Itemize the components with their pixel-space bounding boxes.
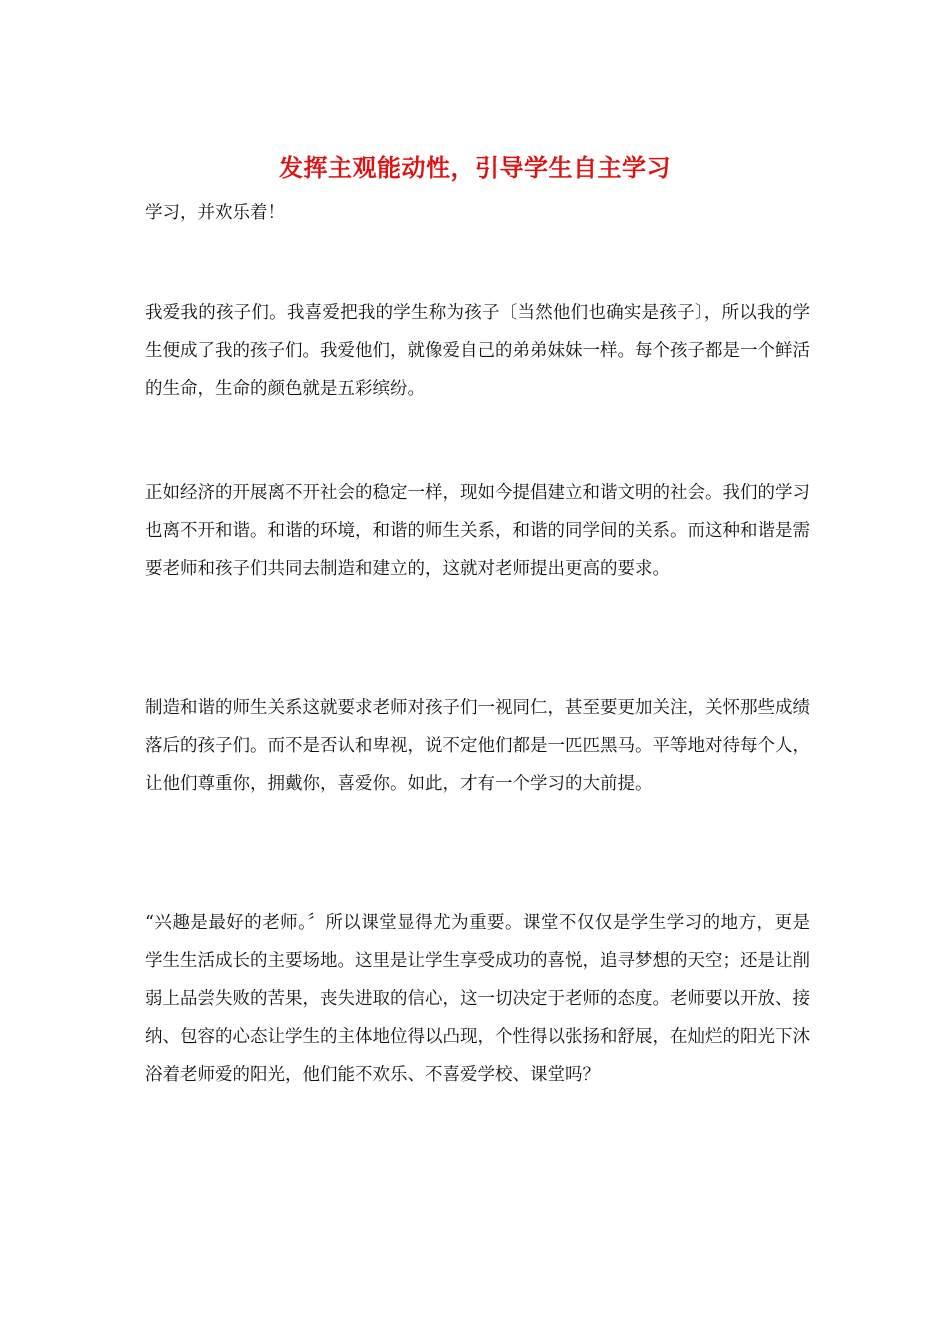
paragraph-2: 正如经济的开展离不开社会的稳定一样，现如今提倡建立和谐文明的社会。我们的学习也离不开和谐。和谐的环境，和谐的师生关系，和谐的同学间的关系。而这种和谐是需要老师和孩子们共同去制造和建立的，这就对老师提出更高的要求。	[145, 483, 810, 579]
paragraph-1: 我爱我的孩子们。我喜爱把我的学生称为孩子〔当然他们也确实是孩子〕，所以我的学生便成了我的孩子们。我爱他们，就像爱自己的弟弟妹妹一样。每个孩子都是一个鲜活的生命，生命的颜色就是五彩缤纷。	[145, 303, 810, 399]
paragraph-3: 制造和谐的师生关系这就要求老师对孩子们一视同仁，甚至要更加关注，关怀那些成绩落后的孩子们。而不是否认和卑视，说不定他们都是一匹匹黑马。平等地对待每个人，让他们尊重你，拥戴你，喜爱你。如此，才有一个学习的大前提。	[145, 698, 810, 794]
intro-line: 学习，并欢乐着！	[145, 203, 285, 223]
document-title: 发挥主观能动性，引导学生自主学习	[279, 154, 671, 182]
paragraph-4: “兴趣是最好的老师。〞所以课堂显得尤为重要。课堂不仅仅是学生学习的地方，更是学生生活成长的主要场地。这里是让学生享受成功的喜悦，追寻梦想的天空；还是让削弱上品尝失败的苦果，丧失进取的信心，这一切决定于老师的态度。老师要以开放、接纳、包容的心态让学生的主体地位得以凸现，个性得以张扬和舒展，在灿烂的阳光下沐浴着老师爱的阳光，他们能不欢乐、不喜爱学校、课堂吗？	[145, 913, 810, 1085]
